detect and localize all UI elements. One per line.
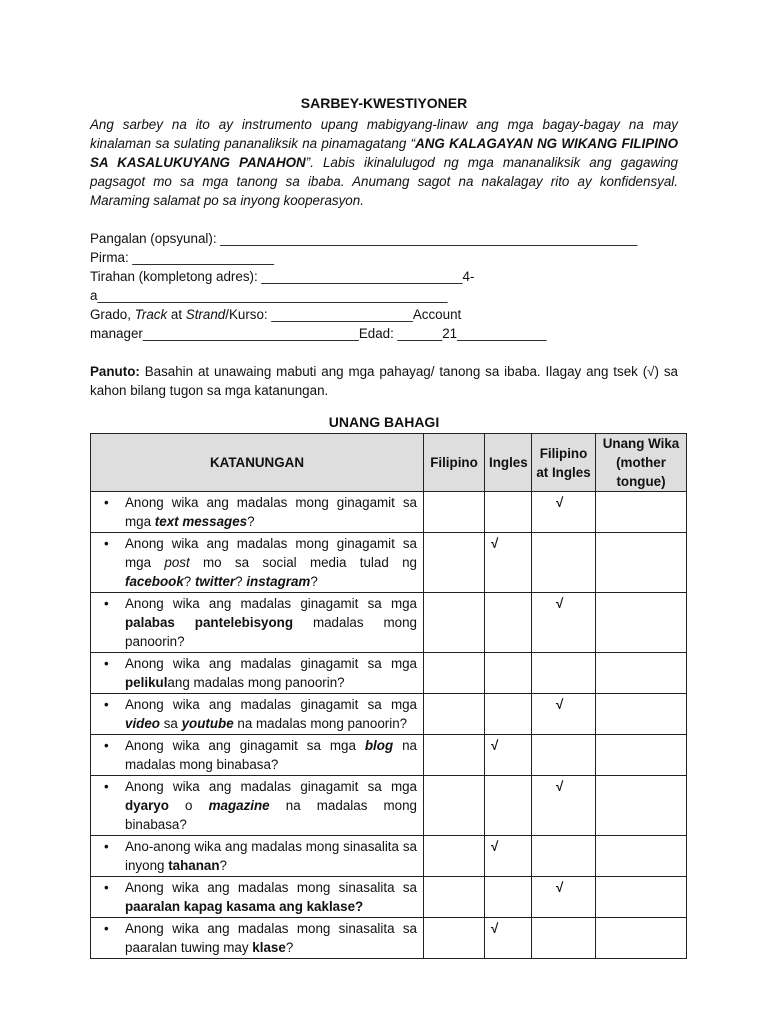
question-cell [91,492,424,533]
answer-filipino-cell[interactable] [424,492,485,533]
answer-filipino-ingles-cell[interactable] [532,533,596,593]
survey-body [91,492,687,959]
answer-filipino-cell[interactable] [424,593,485,653]
intro-paragraph [90,115,678,210]
answer-unang-wika-cell[interactable] [596,593,687,653]
check-mark-icon: √ [491,921,499,937]
answer-filipino-cell[interactable] [424,694,485,735]
table-row [91,492,687,533]
table-row [91,593,687,653]
answer-unang-wika-cell[interactable] [596,776,687,836]
table-header-row [91,434,687,492]
answer-filipino-cell[interactable] [424,877,485,918]
bullet-icon: • [104,596,109,612]
survey-document [90,94,678,959]
table-row [91,735,687,776]
bullet-icon: • [104,921,109,937]
question-text: Anong wika ang ginagamit sa mga blog na madalas mong binabasa? [125,738,417,773]
answer-filipino-cell[interactable] [424,918,485,959]
answer-filipino-cell[interactable] [424,836,485,877]
name-signature-field[interactable]: Pangalan (opsyunal): ________________________________________________________ Pirma: ___________________ [90,231,638,265]
strand-label: Strand [185,307,226,322]
intro-text-end: ”. Labis ikinalulugod ng mga mananaliksik ang gagawing pagsagot mo sa mga tanong sa ibaba. Anumang sagot na nakalagay rito ay konfidensyal. Maraming salamat po sa inyong kooperasyon. [90,155,678,208]
answer-filipino-ingles-cell[interactable] [532,653,596,694]
check-mark-icon: √ [556,880,564,896]
question-text: Anong wika ang madalas ginagamit sa mga dyaryo o magazine na madalas mong binabasa? [125,779,417,833]
document-title: SARBEY-KWESTIYONER [300,95,468,111]
answer-ingles-cell[interactable] [485,776,532,836]
instructions [90,362,678,400]
answer-filipino-cell[interactable] [424,533,485,593]
question-text: Anong wika ang madalas ginagamit sa mga video sa youtube na madalas mong panoorin? [125,697,417,732]
answer-ingles-cell[interactable] [485,593,532,653]
bullet-icon: • [104,738,109,754]
question-cell [91,735,424,776]
table-row [91,776,687,836]
header-filipino-ingles: Filipino at Ingles [532,434,596,492]
answer-unang-wika-cell[interactable] [596,836,687,877]
question-text: Anong wika ang madalas mong ginagamit sa mga post mo sa social media tulad ng facebook? twitter? instagram? [125,536,417,590]
course-age-value: /Kurso: ___________________Account manager_____________________________Edad: ______21____________ [90,307,547,341]
table-row [91,918,687,959]
answer-ingles-cell[interactable] [485,735,532,776]
answer-filipino-ingles-cell[interactable] [532,776,596,836]
answer-unang-wika-cell[interactable] [596,877,687,918]
answer-ingles-cell[interactable] [485,836,532,877]
header-ingles: Ingles [485,434,532,492]
bullet-icon: • [104,880,109,896]
answer-filipino-ingles-cell[interactable] [532,877,596,918]
answer-filipino-ingles-cell[interactable] [532,918,596,959]
check-mark-icon: √ [491,839,499,855]
answer-filipino-ingles-cell[interactable] [532,492,596,533]
answer-unang-wika-cell[interactable] [596,653,687,694]
answer-ingles-cell[interactable] [485,694,532,735]
answer-ingles-cell[interactable] [485,877,532,918]
section-title: UNANG BAHAGI [328,414,440,431]
track-label: Track [134,307,168,322]
bullet-icon: • [104,839,109,855]
bullet-icon: • [104,779,109,795]
answer-filipino-ingles-cell[interactable] [532,593,596,653]
research-title: ANG KALAGAYAN NG WIKANG FILIPINO SA KASALUKUYANG PANAHON [90,136,679,170]
question-cell [91,918,424,959]
answer-unang-wika-cell[interactable] [596,735,687,776]
bullet-icon: • [104,495,109,511]
answer-filipino-ingles-cell[interactable] [532,836,596,877]
answer-filipino-ingles-cell[interactable] [532,735,596,776]
instructions-label: Panuto: [90,364,140,379]
table-row [91,877,687,918]
survey-table [90,433,687,959]
answer-unang-wika-cell[interactable] [596,694,687,735]
answer-unang-wika-cell[interactable] [596,918,687,959]
bullet-icon: • [104,697,109,713]
answer-ingles-cell[interactable] [485,653,532,694]
answer-ingles-cell[interactable] [485,533,532,593]
and-label: at [167,307,186,322]
answer-filipino-cell[interactable] [424,653,485,694]
question-cell [91,653,424,694]
question-text: Anong wika ang madalas mong ginagamit sa mga text messages? [125,495,417,530]
question-text: Anong wika ang madalas ginagamit sa mga palabas pantelebisyong madalas mong panoorin? [125,596,417,650]
check-mark-icon: √ [491,738,499,754]
address-field[interactable]: Tirahan (kompletong adres): ___________________________4-a_______________________________________________ [90,269,475,303]
question-text: Anong wika ang madalas mong sinasalita sa paaralan tuwing may klase? [125,921,417,956]
bullet-icon: • [104,656,109,672]
question-cell [91,836,424,877]
table-row [91,836,687,877]
question-cell [91,593,424,653]
question-cell [91,694,424,735]
header-question: KATANUNGAN [91,434,424,492]
check-mark-icon: √ [556,779,564,795]
table-row [91,694,687,735]
answer-unang-wika-cell[interactable] [596,533,687,593]
grade-label: Grado, [90,307,135,322]
answer-filipino-ingles-cell[interactable] [532,694,596,735]
intro-text-start: Ang sarbey na ito ay instrumento upang mabigyang-linaw ang mga bagay-bagay na may kinalaman sa sulating pananaliksik na pinamagatang “ [90,117,678,151]
table-row [91,533,687,593]
respondent-fields [90,229,678,343]
bullet-icon: • [104,536,109,552]
grade-age-field[interactable] [90,305,678,343]
check-mark-icon: √ [556,596,564,612]
check-mark-icon: √ [491,536,499,552]
question-text: Anong wika ang madalas ginagamit sa mga pelikulang madalas mong panoorin? [125,656,417,691]
answer-unang-wika-cell[interactable] [596,492,687,533]
question-cell [91,776,424,836]
header-unang-wika: Unang Wika (mother tongue) [596,434,687,492]
instructions-text: Basahin at unawaing mabuti ang mga pahayag/ tanong sa ibaba. Ilagay ang tsek (√) sa kahon bilang tugon sa mga katanungan. [90,364,678,398]
answer-ingles-cell[interactable] [485,492,532,533]
question-text: Ano-anong wika ang madalas mong sinasalita sa inyong tahanan? [125,839,417,874]
table-row [91,653,687,694]
check-mark-icon: √ [556,495,564,511]
question-text: Anong wika ang madalas mong sinasalita sa paaralan kapag kasama ang kaklase? [125,880,417,915]
question-cell [91,877,424,918]
check-mark-icon: √ [556,697,564,713]
answer-filipino-cell[interactable] [424,735,485,776]
answer-filipino-cell[interactable] [424,776,485,836]
answer-ingles-cell[interactable] [485,918,532,959]
question-cell [91,533,424,593]
header-filipino: Filipino [424,434,485,492]
